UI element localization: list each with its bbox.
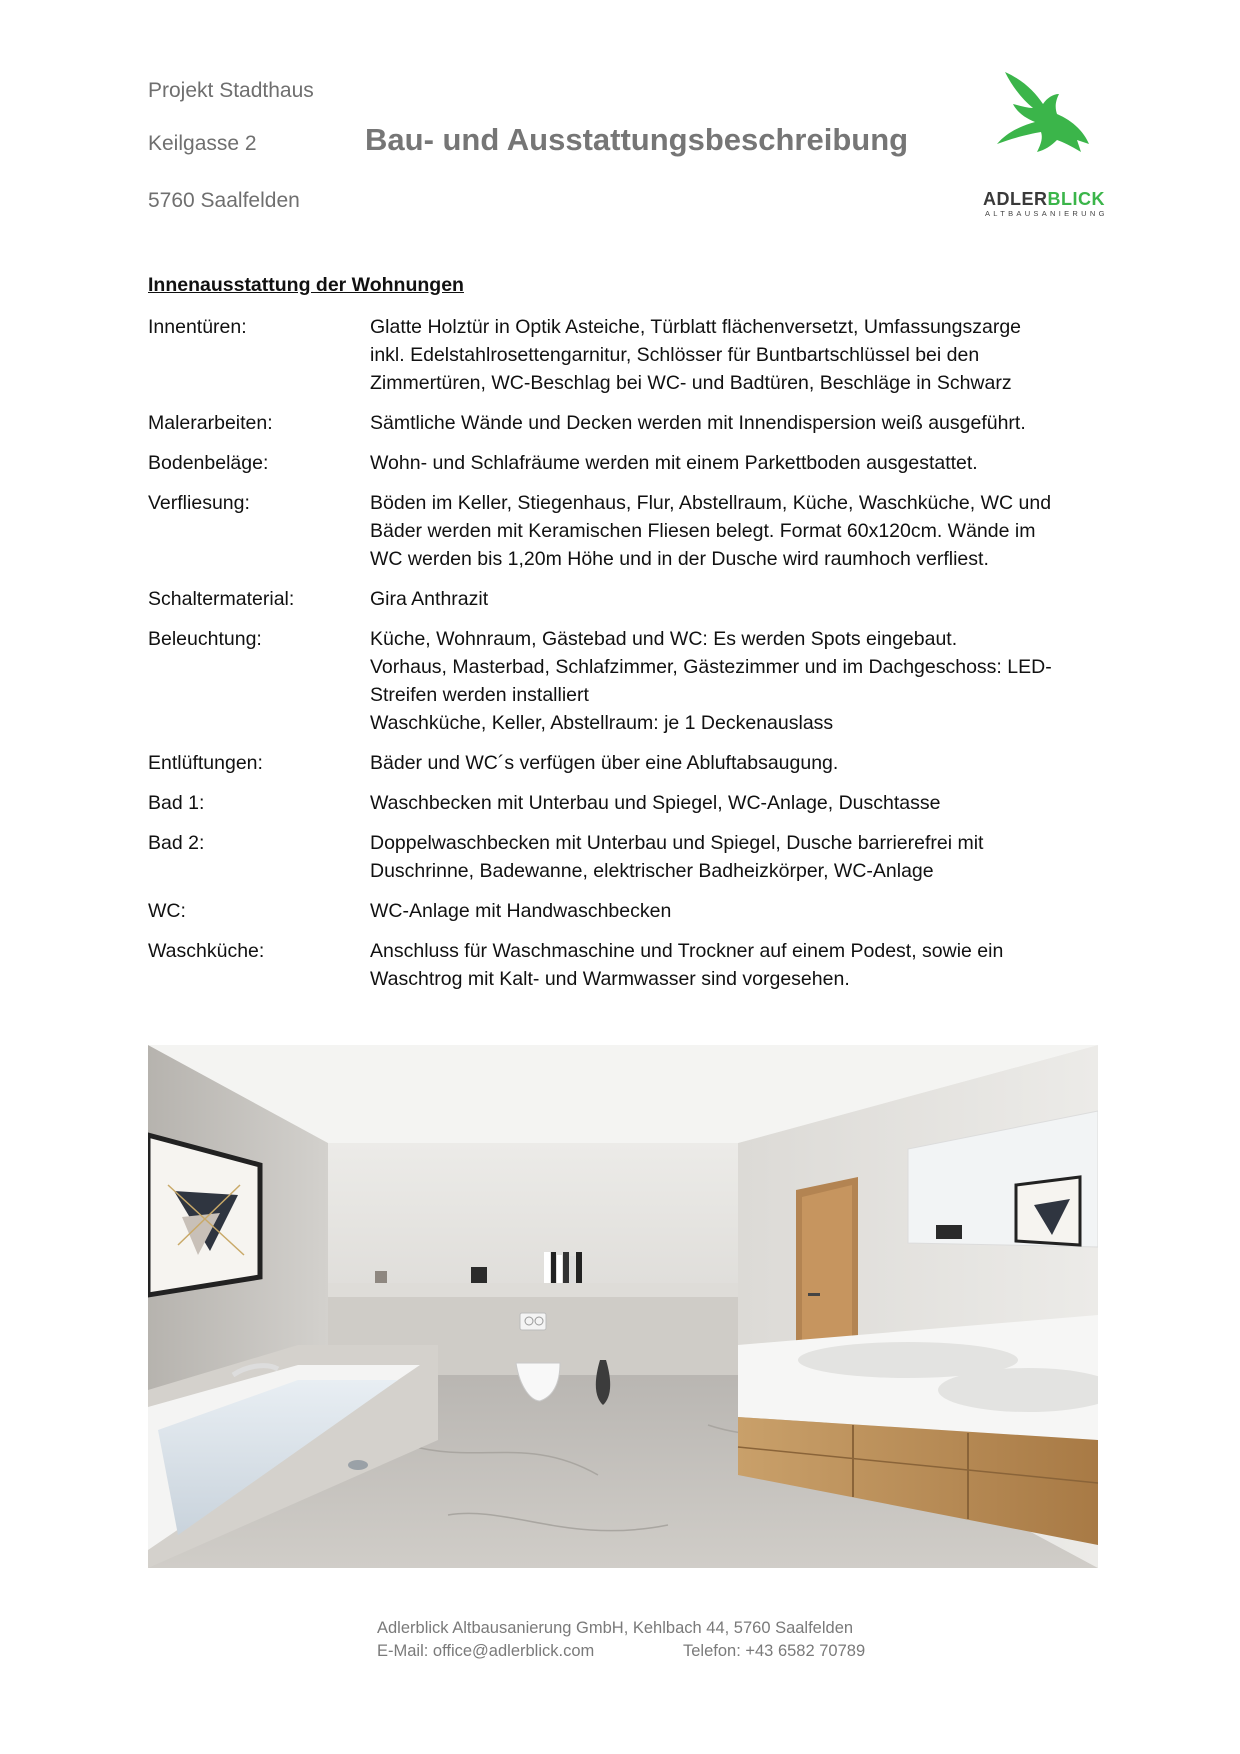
spec-row xyxy=(148,829,1098,885)
spec-row xyxy=(148,625,1098,737)
spec-list xyxy=(148,313,1098,1005)
footer-company-address: Adlerblick Altbausanierung GmbH, Kehlbach 44, 5760 Saalfelden xyxy=(377,1619,854,1637)
spec-value-line: Wohn- und Schlafräume werden mit einem Parkettboden ausgestattet. xyxy=(370,452,978,474)
spec-label: Bad 2: xyxy=(148,832,205,854)
spec-value-line: Bäder und WC´s verfügen über eine Abluftabsaugung. xyxy=(370,752,839,774)
spec-value-line: Duschrinne, Badewanne, elektrischer Badheizkörper, WC-Anlage xyxy=(370,860,934,882)
spec-value xyxy=(370,585,1098,613)
spec-value-line: Anschluss für Waschmaschine und Trockner auf einem Podest, sowie ein xyxy=(370,940,1004,962)
spec-value-line: Waschtrog mit Kalt- und Warmwasser sind vorgesehen. xyxy=(370,968,850,990)
spec-label: Schaltermaterial: xyxy=(148,588,295,610)
spec-value xyxy=(370,449,1098,477)
spec-row xyxy=(148,749,1098,777)
logo-tagline: ALTBAUSANIERUNG xyxy=(985,209,1108,218)
page-footer xyxy=(377,1617,865,1663)
spec-value-line: Glatte Holztür in Optik Asteiche, Türblatt flächenversetzt, Umfassungszarge xyxy=(370,316,1022,338)
spec-label: Malerarbeiten: xyxy=(148,412,273,434)
spec-value-line: Waschbecken mit Unterbau und Spiegel, WC-Anlage, Duschtasse xyxy=(370,792,941,814)
spec-label: Bad 1: xyxy=(148,792,205,814)
spec-row xyxy=(148,409,1098,437)
footer-email: E-Mail: office@adlerblick.com xyxy=(377,1642,595,1660)
spec-row xyxy=(148,937,1098,993)
spec-value-line: Gira Anthrazit xyxy=(370,588,489,610)
spec-value xyxy=(370,313,1098,397)
spec-label: Innentüren: xyxy=(148,316,247,338)
spec-value xyxy=(370,625,1098,737)
spec-value-line: Zimmertüren, WC-Beschlag bei WC- und Badtüren, Beschläge in Schwarz xyxy=(370,372,1012,394)
spec-value-line: Bäder werden mit Keramischen Fliesen belegt. Format 60x120cm. Wände im xyxy=(370,520,1036,542)
spec-label: Beleuchtung: xyxy=(148,628,262,650)
spec-value-line: Böden im Keller, Stiegenhaus, Flur, Abstellraum, Küche, Waschküche, WC und xyxy=(370,492,1052,514)
spec-value-line: WC-Anlage mit Handwaschbecken xyxy=(370,900,672,922)
document-title: Bau- und Ausstattungsbeschreibung xyxy=(365,122,909,157)
spec-label: Bodenbeläge: xyxy=(148,452,269,474)
bathroom-photo xyxy=(148,1045,1098,1568)
spec-value-line: Doppelwaschbecken mit Unterbau und Spiegel, Dusche barrierefrei mit xyxy=(370,832,984,854)
spec-value xyxy=(370,489,1098,573)
spec-value-line: inkl. Edelstahlrosettengarnitur, Schlösser für Buntbartschlüssel bei den xyxy=(370,344,980,366)
spec-value-line: Streifen werden installiert xyxy=(370,684,589,706)
address-line-city: 5760 Saalfelden xyxy=(148,189,300,212)
spec-value xyxy=(370,409,1098,437)
logo-wordmark: ADLERBLICK xyxy=(983,189,1105,209)
spec-row xyxy=(148,313,1098,397)
spec-value-line: Vorhaus, Masterbad, Schlafzimmer, Gästezimmer und im Dachgeschoss: LED- xyxy=(370,656,1052,678)
section-heading: Innenausstattung der Wohnungen xyxy=(148,274,464,296)
spec-value xyxy=(370,897,1098,925)
spec-value-line: Sämtliche Wände und Decken werden mit Innendispersion weiß ausgeführt. xyxy=(370,412,1026,434)
spec-label: Verfliesung: xyxy=(148,492,250,514)
spec-value xyxy=(370,829,1098,885)
spec-label: WC: xyxy=(148,900,186,922)
spec-row xyxy=(148,489,1098,573)
spec-value xyxy=(370,937,1098,993)
address-line-project: Projekt Stadthaus xyxy=(148,79,314,102)
spec-row xyxy=(148,789,1098,817)
spec-row xyxy=(148,585,1098,613)
spec-row xyxy=(148,449,1098,477)
spec-value xyxy=(370,789,1098,817)
spec-value-line: Waschküche, Keller, Abstellraum: je 1 Deckenauslass xyxy=(370,712,834,734)
spec-label: Waschküche: xyxy=(148,940,265,962)
spec-label: Entlüftungen: xyxy=(148,752,263,774)
address-line-street: Keilgasse 2 xyxy=(148,132,257,155)
footer-phone: Telefon: +43 6582 70789 xyxy=(683,1642,866,1660)
spec-row xyxy=(148,897,1098,925)
spec-value-line: WC werden bis 1,20m Höhe und in der Dusche wird raumhoch verfliest. xyxy=(370,548,989,570)
spec-value-line: Küche, Wohnraum, Gästebad und WC: Es werden Spots eingebaut. xyxy=(370,628,958,650)
spec-value xyxy=(370,749,1098,777)
